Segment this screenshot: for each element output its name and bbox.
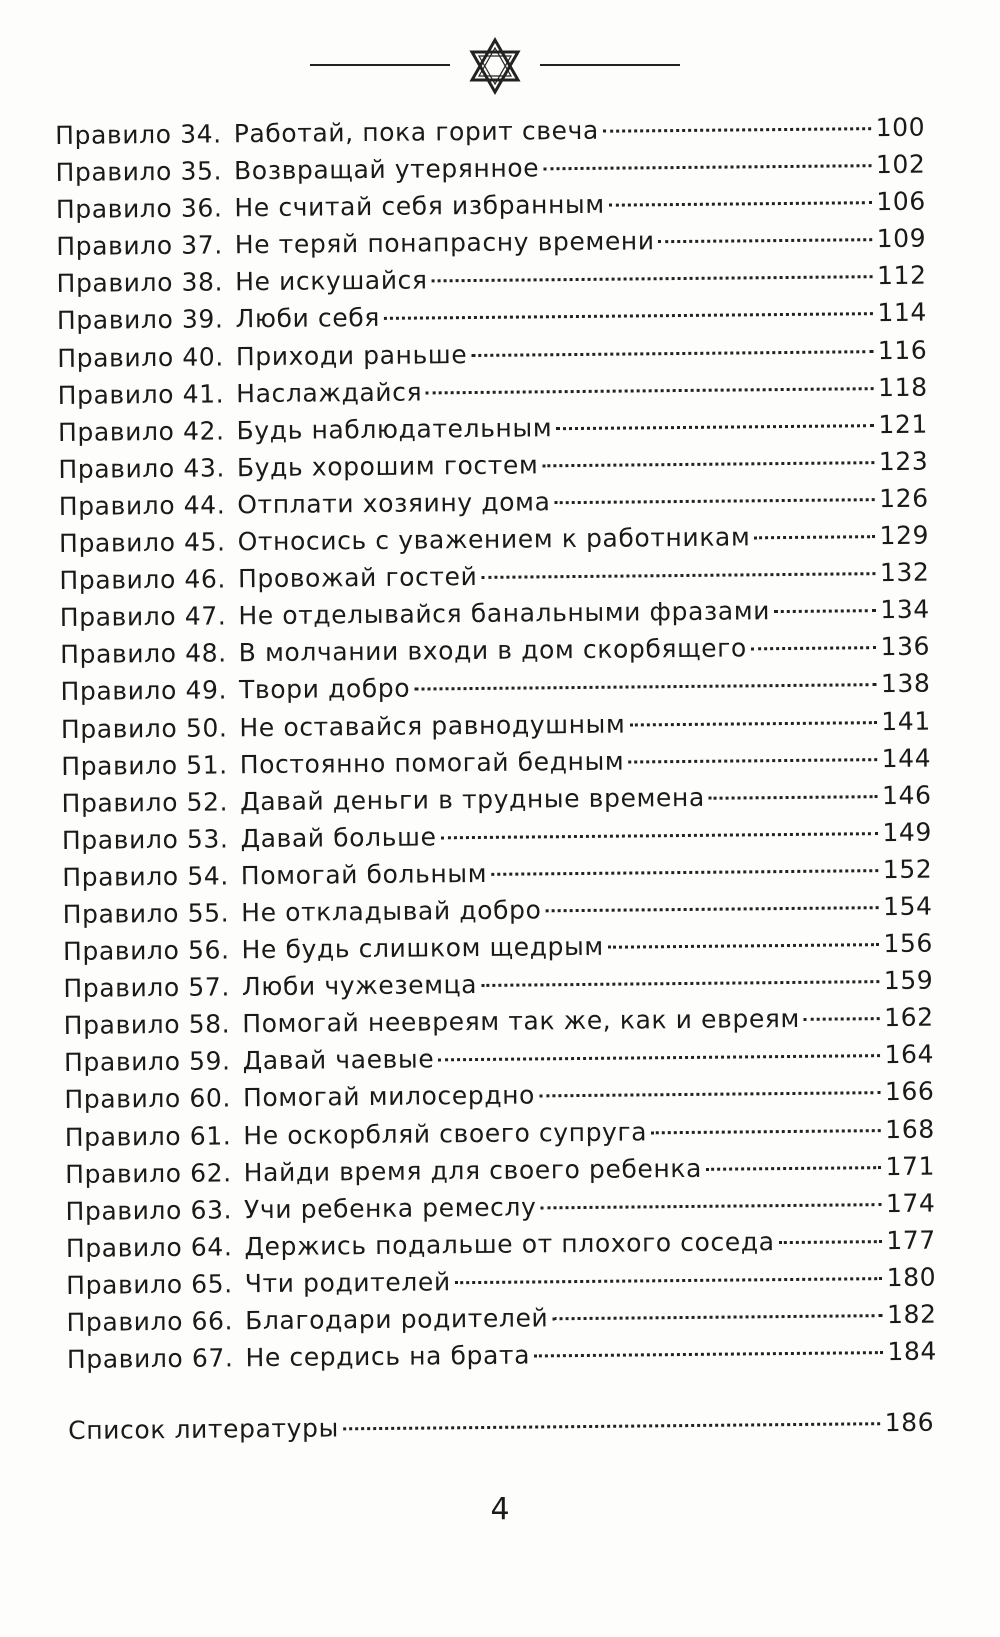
toc-entry-number: Правило 40. [57,341,225,373]
toc-entry-number: Правило 58. [63,1009,231,1041]
toc-leader-dots [545,906,879,912]
toc-entry-number: Правило 63. [65,1195,233,1226]
toc-entry-page: 144 [881,743,932,773]
toc-entry-title: Давай деньги в трудные времена [240,782,705,816]
toc-entry-label [64,1077,535,1119]
toc-entry-title: Возвращай утерянное [233,153,540,186]
toc-entry-title: Давай чаевые [242,1044,435,1076]
toc-leader-dots [651,1129,881,1134]
toc-leader-dots [343,1422,881,1430]
toc-entry-title: Не оставайся равнодушным [239,709,626,742]
toc-entry-title: Помогай больным [240,858,488,891]
toc-entry-page: 168 [885,1114,935,1144]
toc-leader-dots [481,980,880,987]
toc-leader-dots [804,1017,880,1021]
toc-entry-label [60,670,410,710]
toc-entry-page: 146 [881,780,932,810]
toc-entry-page: 123 [878,446,929,476]
toc-entry-page: 141 [881,706,931,736]
page-number: 4 [490,1492,510,1527]
toc-entry-title: Благодари родителей [244,1303,549,1336]
toc-entry-page: 159 [883,965,934,996]
toc-entry-page: 186 [884,1407,935,1438]
toc-entry-label [59,558,477,599]
toc-entry-label [58,409,553,451]
toc-leader-dots [432,276,873,283]
toc-entry-page: 116 [877,335,928,365]
toc-entry-label [56,186,605,228]
toc-entry-number: Правило 48. [60,638,227,670]
toc-entry-label [62,855,487,896]
toc-entry-page: 180 [886,1262,937,1292]
toc-entry-page: 112 [876,261,927,291]
toc-entry-title: Люби себя [235,303,381,334]
toc-entry-page: 102 [875,149,926,180]
toc-entry-title: Наслаждайся [236,377,423,408]
toc-entry-number: Правило 43. [58,453,226,484]
table-of-contents [55,109,937,1378]
toc-entry-label [61,742,624,784]
toc-entry-title: Относись с уважением к работникам [237,522,751,557]
toc-entry-title: Найди время для своего ребенка [243,1153,703,1187]
toc-leader-dots [552,1314,883,1320]
toc-entry-title: Список литературы [68,1413,339,1445]
toc-entry-title: Приходи раньше [235,339,468,371]
toc-entry-page: 106 [876,186,926,217]
toc-entry-label [66,1299,548,1341]
toc-entry-title: Чти родителей [244,1267,451,1299]
toc-leader-dots [628,758,877,763]
toc-entry-page: 177 [886,1225,936,1255]
ornament-rule-right [540,64,680,66]
toc-leader-dots [779,1240,883,1244]
toc-entry-label [55,149,539,191]
toc-entry-number: Правило 54. [62,861,229,892]
toc-entry-label [65,1113,648,1156]
toc-leader-dots [540,1203,882,1209]
toc-entry-bibliography [68,1404,934,1449]
toc-leader-dots [542,461,874,467]
toc-leader-dots [754,535,875,539]
toc-entry-label [59,483,551,525]
toc-entry-label [65,1149,702,1192]
toc-entry-number: Правило 56. [62,935,230,967]
toc-leader-dots [629,721,877,726]
toc-entry-page: 118 [877,372,928,402]
toc-entry-label [66,1263,451,1304]
toc-entry-title: Твори добро [238,674,411,705]
toc-entry-title: Помогай милосердно [242,1080,536,1113]
toc-leader-dots [706,1166,882,1171]
toc-entry-label [65,1188,536,1230]
toc-entry-label [61,705,626,747]
toc-entry-page: 136 [880,631,931,662]
toc-entry-label [55,112,599,154]
toc-entry-page: 129 [879,520,930,551]
toc-entry-title: Работай, пока горит свеча [233,115,600,149]
toc-entry-page: 154 [882,891,933,922]
toc-leader-dots [384,313,873,321]
toc-entry-number: Правило 42. [57,416,225,447]
toc-entry-label [62,818,437,859]
toc-entry-number: Правило 39. [56,304,224,336]
toc-entry-number: Правило 41. [57,379,225,410]
toc-leader-dots [774,609,876,613]
toc-entry-label [66,1223,775,1267]
toc-entry-number: Правило 55. [62,898,230,929]
toc-leader-dots [440,832,878,839]
toc-entry-label [58,446,538,488]
toc-entry-label [61,778,705,821]
toc-entry-page: 152 [882,854,933,884]
toc-leader-dots [438,1054,880,1061]
toc-entry-number: Правило 47. [59,601,227,633]
toc-entry-number: Правило 45. [58,527,226,559]
toc-entry-label [64,1041,435,1082]
toc-entry-title: Учи ребенка ремеслу [243,1192,537,1224]
toc-entry-number: Правило 44. [58,490,226,521]
toc-leader-dots [491,869,879,876]
toc-entry-page: 149 [882,817,933,847]
toc-leader-dots [481,572,876,579]
toc-entry-title: Не откладывай добро [241,895,542,928]
toc-entry-page: 184 [887,1336,938,1367]
toc-entry-title: Не будь слишком щедрым [241,931,604,965]
toc-entry-number: Правило 50. [60,712,228,744]
toc-entry-page: 114 [877,298,928,328]
toc-entry-number: Правило 53. [61,824,229,855]
toc-entry-label [62,891,541,933]
toc-leader-dots [709,795,878,800]
toc-entry-title: В молчании входи в дом скорбящего [238,633,747,668]
toc-entry-number: Правило 62. [65,1157,232,1189]
toc-entry-number: Правило 61. [64,1120,232,1152]
toc-entry-page: 174 [885,1188,936,1218]
toc-entry-number: Правило 52. [61,787,229,818]
toc-entry-title: Не считай себя избранным [234,189,605,223]
toc-entry-title: Постоянно помогай бедным [239,746,625,779]
toc-entry-page: 109 [876,223,927,254]
toc-entry-title: Не отделывайся банальными фразами [238,596,771,631]
toc-leader-dots [455,1277,883,1284]
toc-entry-title: Давай больше [240,822,437,854]
toc-entry-title: Не оскорбляй своего супруга [243,1116,648,1150]
toc-entry-title: Помогай неевреям так же, как и евреям [242,1004,801,1039]
toc-entry-number: Правило 51. [61,749,228,781]
toc-entry-number: Правило 66. [66,1306,234,1337]
toc-entry-page: 134 [880,594,930,625]
toc-entry-label [56,262,427,303]
toc-entry-page: 156 [883,928,934,959]
toc-leader-dots [471,350,873,357]
toc-entry-label [59,518,751,562]
toc-leader-dots [608,943,880,949]
toc-entry-title: Не теряй понапрасну времени [234,226,655,260]
toc-entry-number: Правило 38. [56,267,224,299]
toc-entry-title: Не искушайся [235,265,428,297]
toc-entry-title: Люби чужеземца [241,970,478,1002]
toc-entry-page: 166 [884,1077,935,1107]
star-of-david-icon [465,36,525,96]
toc-entry-label [63,928,604,970]
toc-entry-number: Правило 49. [60,675,228,707]
toc-leader-dots [539,1092,881,1098]
toc-leader-dots [609,201,873,207]
toc-entry-number: Правило 67. [66,1343,234,1375]
toc-entry-number: Правило 35. [55,156,223,188]
toc-entry-label [57,373,422,413]
toc-leader-dots [751,646,877,650]
toc-entry-title: Провожай гостей [237,562,478,594]
toc-leader-dots [554,498,875,504]
toc-entry-page: 132 [879,557,930,588]
header-ornament [310,36,680,96]
toc-entry-label [57,299,380,339]
toc-entry-number: Правило 46. [59,564,227,596]
toc-entry-number: Правило 34. [55,119,222,150]
toc-leader-dots [543,164,872,170]
toc-entry-number: Правило 57. [63,972,231,1004]
toc-entry-number: Правило 64. [65,1232,233,1263]
toc-entry-label [64,1000,801,1044]
toc-entry-page: 121 [878,409,929,439]
toc-entry [67,1333,937,1378]
toc-entry-label [60,630,747,674]
toc-entry-number: Правило 65. [66,1269,233,1300]
toc-entry-label [67,1337,530,1378]
ornament-rule-left [310,64,450,66]
toc-entry-number: Правило 60. [64,1083,232,1115]
toc-entry-number: Правило 37. [56,230,223,262]
toc-entry-page: 100 [875,112,926,143]
toc-entry-number: Правило 59. [63,1046,231,1078]
toc-leader-dots [556,424,874,430]
toc-leader-dots [603,127,872,133]
toc-leader-dots [659,238,873,243]
toc-leader-dots [426,387,874,394]
toc-entry-title: Будь хорошим гостем [236,450,539,483]
toc-entry-title: Будь наблюдательным [236,412,553,446]
toc-entry-page: 138 [880,669,931,699]
toc-entry-page: 182 [886,1299,937,1330]
toc-entry-page: 162 [884,1002,934,1033]
toc-entry-page: 126 [879,483,929,514]
toc-entry-label [63,966,477,1007]
toc-entry-label [56,223,655,266]
toc-entry-page: 171 [885,1151,936,1181]
toc-entry-title: Отплати хозяину дома [237,487,551,520]
toc-leader-dots [414,684,877,691]
toc-entry-title: Не сердись на брата [245,1340,531,1373]
toc-entry-label [57,336,467,377]
toc-leader-dots [534,1351,883,1357]
toc-entry-number: Правило 36. [55,193,223,225]
toc-entry-title: Держись подальше от плохого соседа [244,1226,775,1262]
toc-entry-page: 164 [884,1039,935,1070]
